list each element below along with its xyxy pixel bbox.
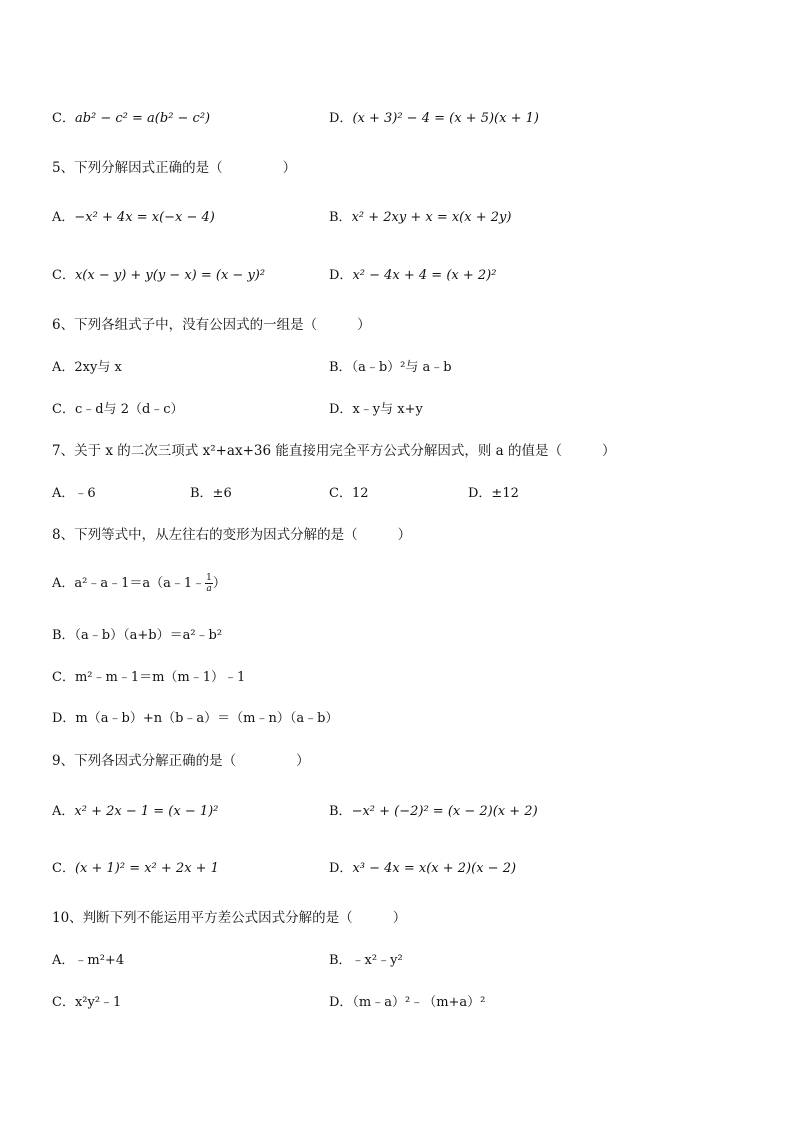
q4-options-cd: [52, 107, 752, 129]
q5-option-a[interactable]: A．−x² + 4x = x(−x − 4): [52, 210, 215, 225]
q6-option-b[interactable]: B．（a﹣b）²与 a﹣b: [329, 360, 452, 375]
q10-option-a[interactable]: A．﹣m²+4: [52, 953, 125, 968]
q8-option-a[interactable]: A．a²﹣a﹣1＝a（a﹣1﹣ $\frac{1}{a}$ ）: [52, 573, 226, 594]
q7-stem: 7、关于 x 的二次三项式 x²+ax+36 能直接用完全平方公式分解因式，则 a 的值是（ ）: [52, 443, 616, 459]
q10-options-cd: [52, 991, 752, 1013]
q8-option-d[interactable]: D．m（a﹣b）+n（b﹣a）＝（m﹣n）（a﹣b）: [52, 711, 339, 726]
q9-options-ab: [52, 800, 752, 822]
q4-option-c[interactable]: C．ab² − c² = a(b² − c²): [52, 111, 211, 126]
q10-options-ab: [52, 949, 752, 971]
q5-option-b[interactable]: B．x² + 2xy + x = x(x + 2y): [329, 210, 512, 225]
q10-option-d[interactable]: D．（m﹣a）²﹣（m+a）²: [329, 995, 486, 1010]
q5-option-c[interactable]: C．x(x − y) + y(y − x) = (x − y)²: [52, 268, 266, 283]
q5-option-d[interactable]: D．x² − 4x + 4 = (x + 2)²: [329, 268, 497, 283]
q10-option-c[interactable]: C．x²y²﹣1: [52, 995, 122, 1010]
fraction: $\frac{1}{a}$: [206, 573, 212, 594]
q8-stem: 8、下列等式中，从左往右的变形为因式分解的是（ ）: [52, 527, 412, 543]
q7-option-b[interactable]: B．±6: [190, 486, 232, 501]
q6-option-a[interactable]: A．2xy与 x: [52, 360, 122, 375]
q9-option-d[interactable]: D．x³ − 4x = x(x + 2)(x − 2): [329, 861, 517, 876]
q6-option-c[interactable]: C．c﹣d与 2（d﹣c）: [52, 402, 184, 417]
q7-option-c[interactable]: C．12: [329, 486, 369, 501]
q6-options-ab: [52, 356, 752, 378]
q10-option-b[interactable]: B．﹣x²﹣y²: [329, 953, 403, 968]
q7-options: [52, 482, 752, 504]
q9-option-c[interactable]: C．(x + 1)² = x² + 2x + 1: [52, 861, 219, 876]
q8-option-b[interactable]: B．（a﹣b）（a+b）＝a²﹣b²: [52, 628, 223, 643]
q9-option-b[interactable]: B．−x² + (−2)² = (x − 2)(x + 2): [329, 804, 538, 819]
q10-stem: 10、判断下列不能运用平方差公式因式分解的是（ ）: [52, 910, 407, 926]
q5-options-ab: [52, 206, 752, 228]
q5-stem: 5、下列分解因式正确的是（ ）: [52, 160, 297, 176]
q9-stem: 9、下列各因式分解正确的是（ ）: [52, 753, 310, 769]
q8-option-c[interactable]: C．m²﹣m﹣1＝m（m﹣1）﹣1: [52, 670, 246, 685]
q6-option-d[interactable]: D．x﹣y与 x+y: [329, 402, 423, 417]
q9-options-cd: [52, 857, 752, 879]
q6-options-cd: [52, 398, 752, 420]
q5-options-cd: [52, 264, 752, 286]
q9-option-a[interactable]: A．x² + 2x − 1 = (x − 1)²: [52, 804, 219, 819]
q7-option-a[interactable]: A．﹣6: [52, 486, 96, 501]
q6-stem: 6、下列各组式子中，没有公因式的一组是（ ）: [52, 317, 371, 333]
q4-option-d[interactable]: D．(x + 3)² − 4 = (x + 5)(x + 1): [329, 111, 539, 126]
q7-option-d[interactable]: D．±12: [468, 486, 519, 501]
